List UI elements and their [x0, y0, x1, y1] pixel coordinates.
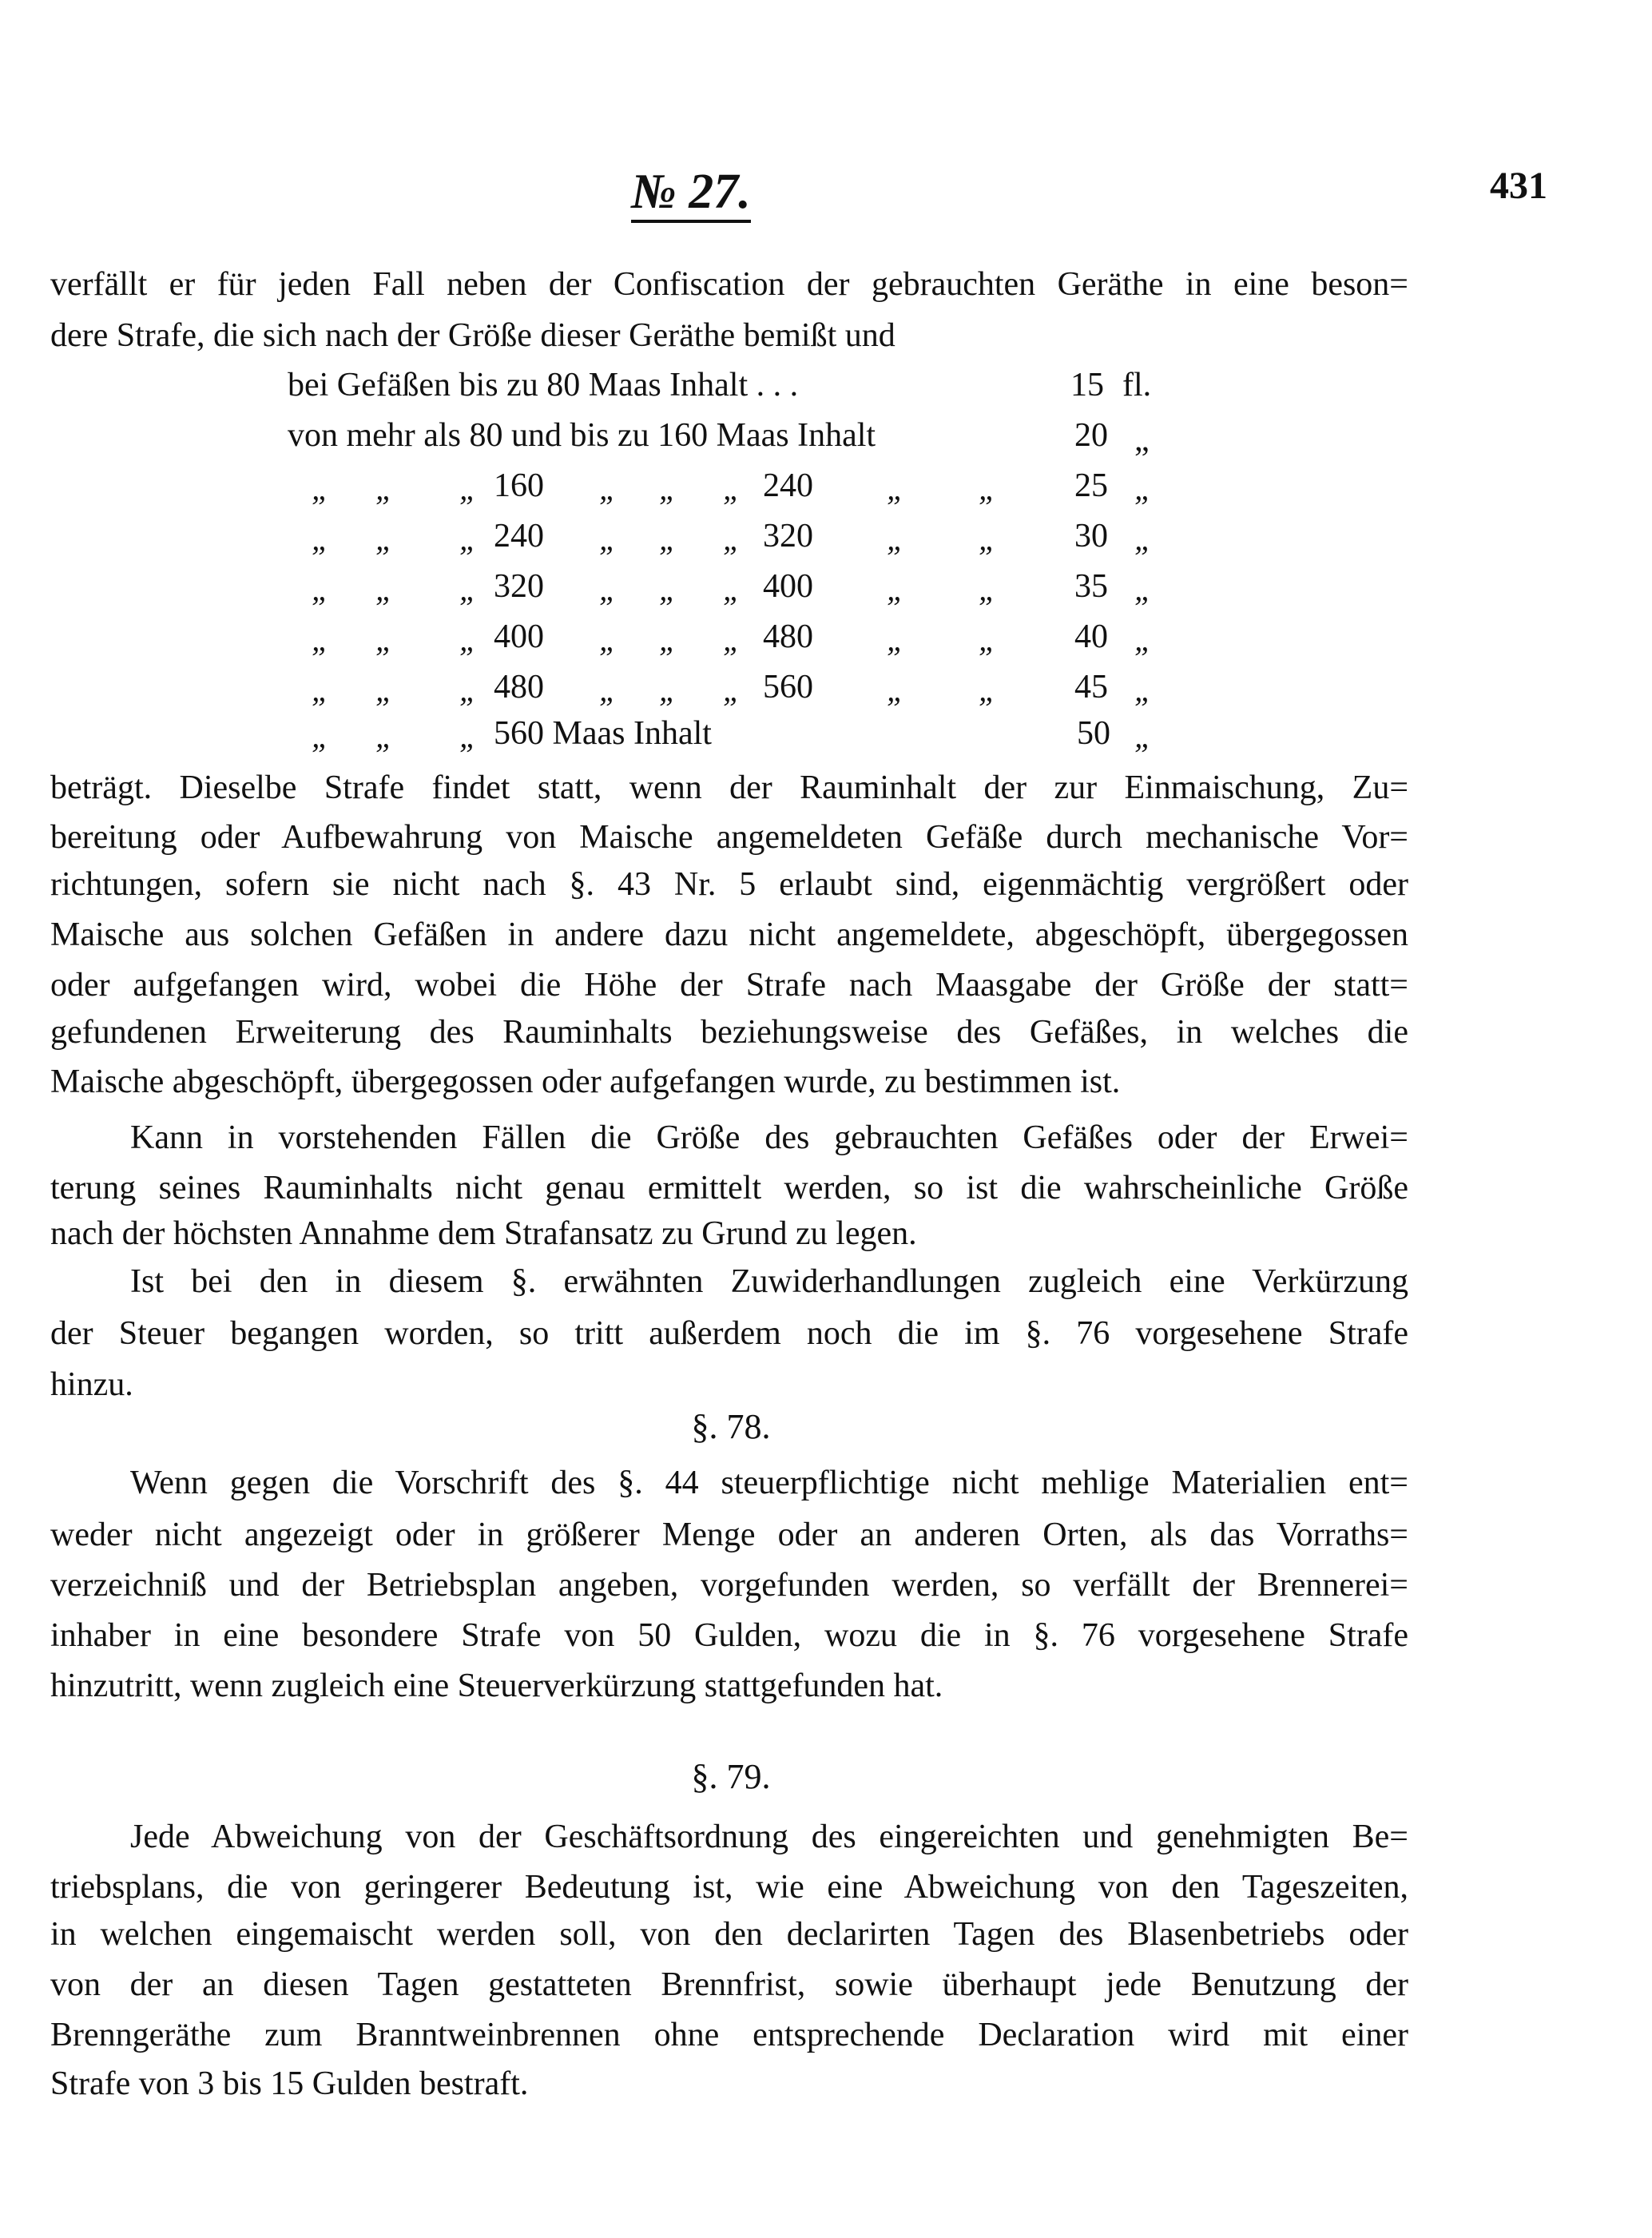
- ditto-mark: „: [459, 718, 478, 754]
- row-to: 320: [763, 518, 813, 555]
- text-line: in welchen eingemaischt werden soll, von den declarirten Tagen des Blasenbetriebs oder: [50, 1916, 1408, 1953]
- ditto-mark: „: [312, 571, 330, 607]
- ditto-mark: „: [599, 471, 618, 507]
- ditto-mark: „: [375, 622, 394, 658]
- page-number: 431: [1490, 165, 1547, 207]
- text-line: Maische aus solchen Gefäßen in andere dazu nicht angemeldete, abgeschöpft, übergegossen: [50, 916, 1408, 953]
- text-line: Ist bei den in diesem §. erwähnten Zuwiderhandlungen zugleich eine Verkürzung: [130, 1263, 1408, 1300]
- row-amount: 40: [1074, 618, 1108, 655]
- ditto-mark: „: [312, 622, 330, 658]
- text-line: Strafe von 3 bis 15 Gulden bestraft.: [50, 2065, 529, 2102]
- text-line: nach der höchsten Annahme dem Strafansatz zu Grund zu legen.: [50, 1215, 917, 1252]
- row-amount: 35: [1074, 568, 1108, 605]
- ditto-mark: „: [979, 571, 997, 607]
- text-line: richtungen, sofern sie nicht nach §. 43 Nr. 5 erlaubt sind, eigenmächtig vergrößert oder: [50, 866, 1408, 903]
- ditto-mark: „: [723, 571, 741, 607]
- ditto-mark: „: [312, 471, 330, 507]
- row-amount: 20: [1074, 417, 1108, 454]
- ditto-mark: „: [375, 471, 394, 507]
- ditto-mark: „: [723, 471, 741, 507]
- text-line: terung seines Rauminhalts nicht genau ermittelt werden, so ist die wahrscheinliche Größe: [50, 1170, 1408, 1206]
- ditto-mark: „: [1134, 422, 1150, 459]
- ditto-mark: „: [1134, 672, 1153, 708]
- ditto-mark: „: [1134, 471, 1153, 507]
- ditto-mark: „: [887, 672, 905, 708]
- row-from: 240: [494, 518, 544, 555]
- text-line: bereitung oder Aufbewahrung von Maische angemeldeten Gefäße durch mechanische Vor=: [50, 819, 1408, 856]
- ditto-mark: „: [1134, 571, 1153, 607]
- text-line: oder aufgefangen wird, wobei die Höhe der Strafe nach Maasgabe der Größe der statt=: [50, 967, 1408, 1004]
- issue-number: № 27.: [631, 164, 751, 223]
- ditto-mark: „: [979, 471, 997, 507]
- text-line: von der an diesen Tagen gestatteten Brennfrist, sowie überhaupt jede Benutzung der: [50, 1966, 1408, 2003]
- ditto-mark: „: [1134, 622, 1153, 658]
- ditto-mark: „: [599, 622, 618, 658]
- row-from: 160: [494, 467, 544, 504]
- ditto-mark: „: [375, 718, 394, 754]
- text-line: gefundenen Erweiterung des Rauminhalts beziehungsweise des Gefäßes, in welches die: [50, 1014, 1408, 1051]
- ditto-mark: „: [312, 521, 330, 557]
- text-line: dere Strafe, die sich nach der Größe dieser Geräthe bemißt und: [50, 317, 895, 354]
- ditto-mark: „: [312, 672, 330, 708]
- ditto-mark: „: [979, 521, 997, 557]
- ditto-mark: „: [723, 521, 741, 557]
- text-line: inhaber in eine besondere Strafe von 50 Gulden, wozu die in §. 76 vorgesehene Strafe: [50, 1617, 1408, 1654]
- row-amount: 15: [1070, 367, 1104, 403]
- text-line: hinzutritt, wenn zugleich eine Steuerverkürzung stattgefunden hat.: [50, 1668, 943, 1704]
- ditto-mark: „: [599, 521, 618, 557]
- text-line: triebsplans, die von geringerer Bedeutung ist, wie eine Abweichung von den Tageszeiten,: [50, 1869, 1408, 1906]
- ditto-mark: „: [459, 672, 478, 708]
- text-line: Maische abgeschöpft, übergegossen oder aufgefangen wurde, zu bestimmen ist.: [50, 1063, 1121, 1100]
- row-to: 400: [763, 568, 813, 605]
- ditto-mark: „: [887, 571, 905, 607]
- row-text: 560 Maas Inhalt: [494, 715, 712, 752]
- ditto-mark: „: [375, 571, 394, 607]
- ditto-mark: „: [979, 672, 997, 708]
- text-line: weder nicht angezeigt oder in größerer Menge oder an anderen Orten, als das Vorraths=: [50, 1517, 1408, 1553]
- ditto-mark: „: [375, 521, 394, 557]
- ditto-mark: „: [887, 471, 905, 507]
- ditto-mark: „: [887, 521, 905, 557]
- row-from: 400: [494, 618, 544, 655]
- ditto-mark: „: [599, 571, 618, 607]
- ditto-mark: „: [375, 672, 394, 708]
- ditto-mark: „: [599, 672, 618, 708]
- row-unit: fl.: [1122, 367, 1152, 403]
- text-line: verfällt er für jeden Fall neben der Confiscation der gebrauchten Geräthe in eine beson=: [50, 266, 1408, 303]
- row-from: 320: [494, 568, 544, 605]
- ditto-mark: „: [723, 672, 741, 708]
- text-line: beträgt. Dieselbe Strafe findet statt, wenn der Rauminhalt der zur Einmaischung, Zu=: [50, 769, 1408, 806]
- ditto-mark: „: [659, 672, 677, 708]
- ditto-mark: „: [659, 471, 677, 507]
- ditto-mark: „: [1134, 521, 1153, 557]
- ditto-mark: „: [459, 622, 478, 658]
- row-amount: 30: [1074, 518, 1108, 555]
- row-to: 480: [763, 618, 813, 655]
- ditto-mark: „: [312, 718, 330, 754]
- row-amount: 50: [1077, 715, 1110, 752]
- row-text: bei Gefäßen bis zu 80 Maas Inhalt . . .: [288, 367, 799, 403]
- text-line: Jede Abweichung von der Geschäftsordnung des eingereichten und genehmigten Be=: [130, 1819, 1408, 1855]
- ditto-mark: „: [1134, 718, 1153, 754]
- text-line: der Steuer begangen worden, so tritt außerdem noch die im §. 76 vorgesehene Strafe: [50, 1315, 1408, 1352]
- ditto-mark: „: [659, 622, 677, 658]
- text-line: hinzu.: [50, 1366, 133, 1403]
- text-line: Brenngeräthe zum Branntweinbrennen ohne entsprechende Declaration wird mit einer: [50, 2017, 1408, 2053]
- section-heading-78: §. 78.: [691, 1407, 771, 1446]
- ditto-mark: „: [887, 622, 905, 658]
- row-amount: 45: [1074, 669, 1108, 706]
- text-line: Kann in vorstehenden Fällen die Größe des gebrauchten Gefäßes oder der Erwei=: [130, 1119, 1408, 1156]
- row-to: 560: [763, 669, 813, 706]
- row-to: 240: [763, 467, 813, 504]
- text-line: Wenn gegen die Vorschrift des §. 44 steuerpflichtige nicht mehlige Materialien ent=: [130, 1465, 1408, 1501]
- ditto-mark: „: [459, 571, 478, 607]
- text-line: verzeichniß und der Betriebsplan angeben, vorgefunden werden, so verfällt der Brennerei=: [50, 1567, 1408, 1604]
- ditto-mark: „: [979, 622, 997, 658]
- row-amount: 25: [1074, 467, 1108, 504]
- ditto-mark: „: [459, 471, 478, 507]
- ditto-mark: „: [723, 622, 741, 658]
- ditto-mark: „: [659, 521, 677, 557]
- row-from: 480: [494, 669, 544, 706]
- ditto-mark: „: [459, 521, 478, 557]
- section-heading-79: §. 79.: [691, 1757, 771, 1796]
- row-text: von mehr als 80 und bis zu 160 Maas Inhalt: [288, 417, 876, 454]
- ditto-mark: „: [659, 571, 677, 607]
